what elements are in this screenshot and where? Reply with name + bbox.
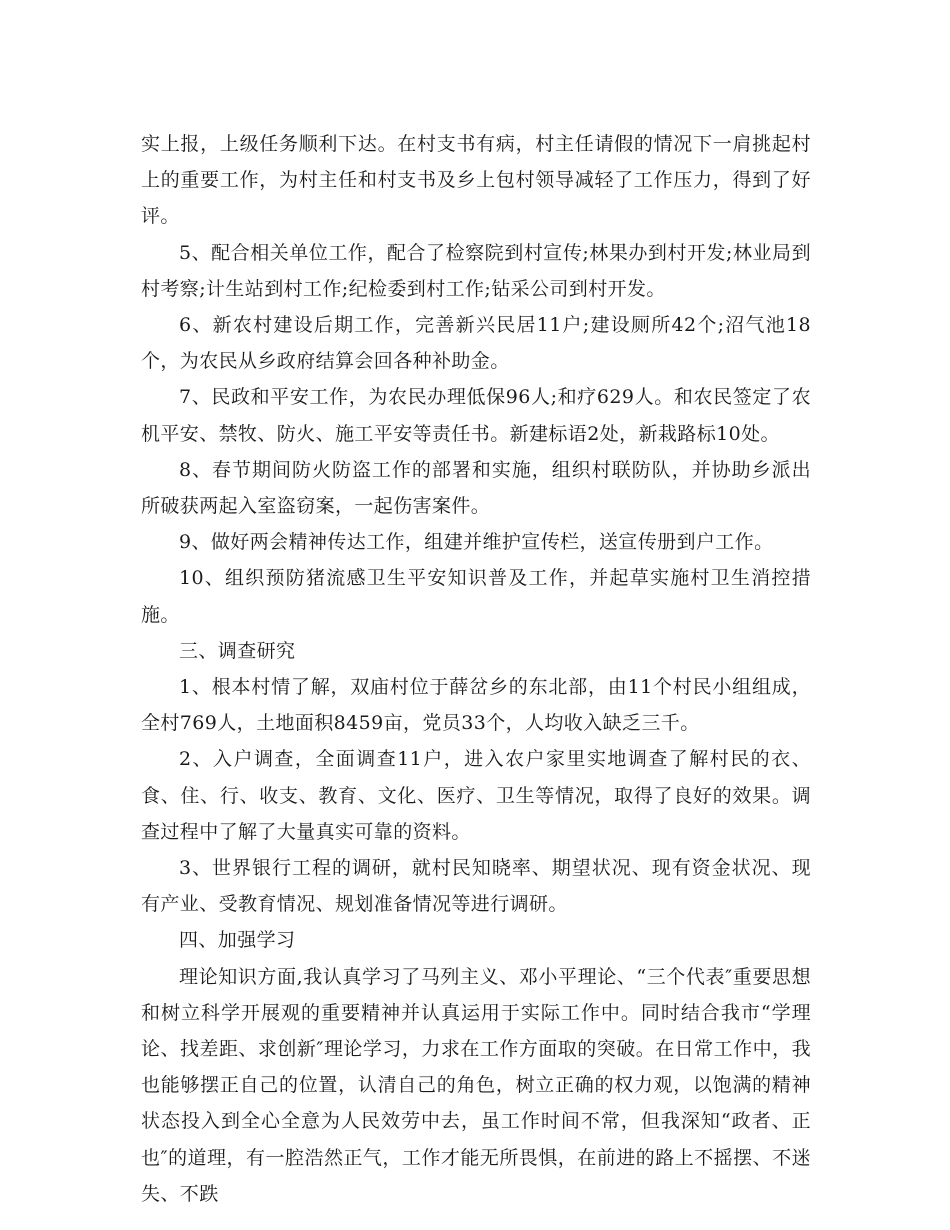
- paragraph-item-9: 9、做好两会精神传达工作，组建并维护宣传栏，送宣传册到户工作。: [179, 531, 774, 554]
- paragraph-item-5: 5、配合相关单位工作，配合了检察院到村宣传;林果办到村开发;林业局到村考察;计生站到村工作;纪检委到村工作;钻采公司到村开发。: [141, 241, 811, 300]
- document-body: [141, 126, 811, 1212]
- paragraph-continuation: 实上报，上级任务顺利下达。在村支书有病，村主任请假的情况下一肩挑起村上的重要工作，为村主任和村支书及乡上包村领导减轻了工作压力，得到了好评。: [141, 133, 811, 228]
- section-heading-research: 三、调查研究: [179, 639, 296, 662]
- paragraph-research-2: 2、入户调查，全面调查11户，进入农户家里实地调查了解村民的衣、食、住、行、收支、教育、文化、医疗、卫生等情况，取得了良好的效果。调查过程中了解了大量真实可靠的资料。: [141, 748, 811, 843]
- paragraph-item-6: 6、新农村建设后期工作，完善新兴民居11户;建设厕所42个;沼气池18个，为农民从乡政府结算会回各种补助金。: [141, 314, 811, 373]
- paragraph-research-1: 1、根本村情了解，双庙村位于薛岔乡的东北部，由11个村民小组组成，全村769人，土地面积8459亩，党员33个，人均收入缺乏三千。: [141, 676, 811, 735]
- section-heading-study: 四、加强学习: [179, 929, 296, 952]
- paragraph-item-10: 10、组织预防猪流感卫生平安知识普及工作，并起草实施村卫生消控措施。: [141, 567, 811, 626]
- paragraph-item-7: 7、民政和平安工作，为农民办理低保96人;和疗629人。和农民签定了农机平安、禁牧、防火、施工平安等责任书。新建标语2处，新栽路标10处。: [141, 386, 811, 445]
- paragraph-research-3: 3、世界银行工程的调研，就村民知晓率、期望状况、现有资金状况、现有产业、受教育情况、规划准备情况等进行调研。: [141, 857, 811, 916]
- paragraph-study-theory: 理论知识方面,我认真学习了马列主义、邓小平理论、“三个代表″重要思想和树立科学开展观的重要精神并认真运用于实际工作中。同时结合我市“学理论、找差距、求创新″理论学习，力求在工作方面取的突破。在日常工作中，我也能够摆正自己的位置，认清自己的角色，树立正确的权力观，以饱满的精神状态投入到全心全意为人民效劳中去，虽工作时间不常，但我深知“政者、正也″的道理，有一腔浩然正气，工作才能无所畏惧，在前进的路上不摇摆、不迷失、不跌: [141, 965, 811, 1205]
- paragraph-item-8: 8、春节期间防火防盗工作的部署和实施，组织村联防队，并协助乡派出所破获两起入室盗窃案，一起伤害案件。: [141, 458, 811, 518]
